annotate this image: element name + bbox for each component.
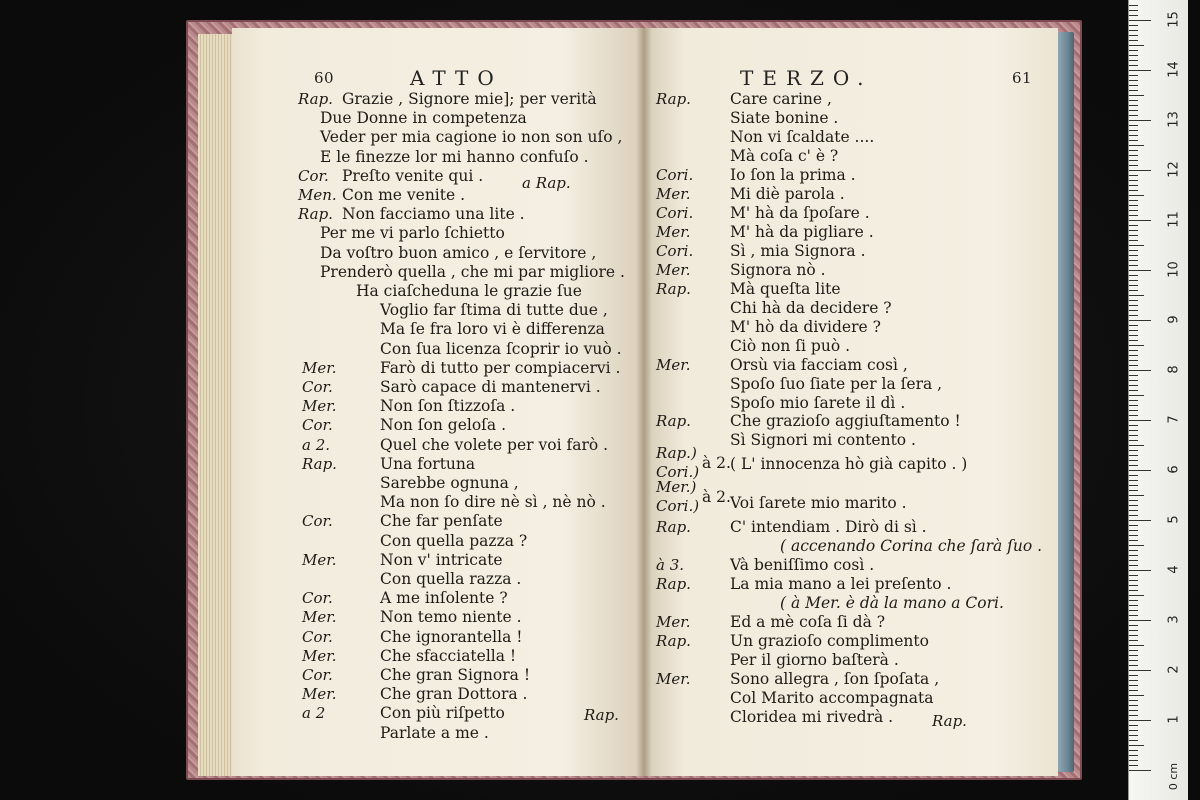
ruler-tick bbox=[1129, 720, 1151, 721]
verse-line: Care carine , bbox=[730, 90, 832, 108]
ruler-tick bbox=[1129, 375, 1138, 376]
verse-line: Sarebbe ognuna , bbox=[380, 474, 519, 492]
ruler-tick bbox=[1129, 30, 1138, 31]
speaker-label: Mer. bbox=[302, 397, 337, 416]
ruler-tick bbox=[1129, 250, 1138, 251]
ruler-tick bbox=[1129, 420, 1151, 421]
brace-speaker: Cori.) bbox=[656, 497, 700, 515]
ruler-tick bbox=[1129, 515, 1138, 516]
ruler-tick bbox=[1129, 660, 1138, 661]
verse-line: Chi hà da decidere ? bbox=[730, 299, 892, 317]
ruler-tick bbox=[1129, 300, 1138, 301]
speaker-label: Rap. bbox=[656, 518, 691, 536]
verse-line: Mà queſta lite bbox=[730, 280, 841, 298]
verse-line: Cloridea mi rivedrà . bbox=[730, 708, 894, 726]
ruler-tick bbox=[1129, 645, 1144, 646]
verse-line: Voglio far ſtima di tutte due , bbox=[380, 301, 608, 320]
ruler-tick bbox=[1129, 175, 1138, 176]
speaker-label: Men. bbox=[298, 186, 337, 204]
speaker-label: Rap. bbox=[656, 575, 691, 593]
verse-line: Che grazioſo aggiuſtamento ! bbox=[730, 412, 961, 430]
ruler-tick bbox=[1129, 195, 1144, 196]
left-catchword: Rap. bbox=[584, 706, 619, 724]
right-running-head: TERZO. bbox=[740, 66, 873, 90]
ruler-tick bbox=[1129, 490, 1138, 491]
ruler-tick bbox=[1129, 5, 1138, 6]
ruler-tick bbox=[1129, 365, 1138, 366]
ruler-tick bbox=[1129, 170, 1151, 171]
verse-line: Non v' intricate bbox=[380, 550, 503, 569]
ruler-tick bbox=[1129, 150, 1138, 151]
stage-direction: a Rap. bbox=[522, 174, 571, 192]
ruler-tick bbox=[1129, 220, 1151, 221]
ruler-number: 13 bbox=[1166, 111, 1182, 128]
verse-line: Non facciamo una lite . bbox=[342, 205, 525, 224]
verse-line: Non ſon ſtizzoſa . bbox=[380, 397, 516, 416]
ruler-tick bbox=[1129, 235, 1138, 236]
speaker-label: Cori. bbox=[656, 204, 694, 222]
ruler-tick bbox=[1129, 20, 1151, 21]
ruler-tick bbox=[1129, 435, 1138, 436]
speaker-label: Cor. bbox=[302, 627, 333, 646]
ruler-tick bbox=[1129, 475, 1138, 476]
verse-line: Con quella pazza ? bbox=[380, 531, 528, 550]
ruler-tick bbox=[1129, 470, 1151, 471]
ruler-tick bbox=[1129, 360, 1138, 361]
ruler-tick bbox=[1129, 545, 1144, 546]
speaker-label: Mer. bbox=[302, 646, 337, 665]
speaker-label: Mer. bbox=[656, 670, 691, 688]
verse-line: Non ſon geloſa . bbox=[380, 416, 506, 435]
verse-line: C' intendiam . Dirò di sì . bbox=[730, 518, 927, 536]
ruler-tick bbox=[1129, 40, 1138, 41]
ruler-tick bbox=[1129, 180, 1138, 181]
ruler-tick bbox=[1129, 580, 1138, 581]
speaker-label: Rap. bbox=[656, 412, 691, 430]
ruler-tick bbox=[1129, 160, 1138, 161]
ruler-tick bbox=[1129, 705, 1138, 706]
ruler-tick bbox=[1129, 535, 1138, 536]
verse-line: Con quella razza . bbox=[380, 570, 522, 588]
ruler-tick bbox=[1129, 350, 1138, 351]
verse-line: Che gran Signora ! bbox=[380, 666, 531, 684]
verse-line: Con ſua licenza ſcoprir io vuò . bbox=[380, 339, 622, 358]
speaker-label: Mer. bbox=[656, 356, 691, 374]
ruler-tick bbox=[1129, 690, 1138, 691]
ruler-tick bbox=[1129, 635, 1138, 636]
ruler-tick bbox=[1129, 345, 1144, 346]
stage-direction: ( à Mer. è dà la mano a Cori. bbox=[780, 594, 1004, 612]
verse-line: Che ignorantella ! bbox=[380, 627, 523, 646]
ruler-tick bbox=[1129, 25, 1138, 26]
ruler-tick bbox=[1129, 110, 1138, 111]
ruler-tick bbox=[1129, 225, 1138, 226]
verse-line: Due Donne in competenza bbox=[320, 109, 527, 128]
ruler-tick bbox=[1129, 395, 1144, 396]
verse-line: M' hà da pigliare . bbox=[730, 223, 874, 241]
ruler-tick bbox=[1129, 305, 1138, 306]
left-running-head: ATTO bbox=[410, 66, 503, 90]
ruler-tick bbox=[1129, 190, 1138, 191]
verse-line: Preſto venite qui . bbox=[342, 166, 484, 185]
ruler-number: 9 bbox=[1166, 315, 1182, 324]
ruler-tick bbox=[1129, 380, 1138, 381]
ruler-tick bbox=[1129, 530, 1138, 531]
verse-line: Ha ciaſcheduna le grazie ſue bbox=[356, 282, 582, 300]
ruler-tick bbox=[1129, 325, 1138, 326]
speaker-label: Mer. bbox=[302, 358, 337, 377]
ruler-tick bbox=[1129, 595, 1144, 596]
speaker-label: a 2 bbox=[302, 704, 326, 723]
verse-line: Spoſo ſuo ſiate per la ſera , bbox=[730, 375, 943, 393]
ruler-number: 4 bbox=[1166, 565, 1182, 574]
verse-line: Mà coſa c' è ? bbox=[730, 147, 839, 165]
ruler-tick bbox=[1129, 335, 1138, 336]
ruler-tick bbox=[1129, 755, 1138, 756]
ruler-tick bbox=[1129, 75, 1138, 76]
ruler-tick bbox=[1129, 45, 1144, 46]
verse-line: Veder per mia cagione io non son uſo , bbox=[320, 128, 623, 147]
ruler-tick bbox=[1129, 390, 1138, 391]
ruler-number: 3 bbox=[1166, 615, 1182, 624]
verse-line: Sì , mia Signora . bbox=[730, 242, 866, 260]
ruler-tick bbox=[1129, 200, 1138, 201]
verse-line: Prenderò quella , che mi par migliore . bbox=[320, 262, 625, 281]
ruler-tick bbox=[1129, 155, 1138, 156]
ruler-tick bbox=[1129, 355, 1138, 356]
ruler-tick bbox=[1129, 210, 1138, 211]
ruler-tick bbox=[1129, 100, 1138, 101]
ruler-tick bbox=[1129, 70, 1151, 71]
verse-line: Una fortuna bbox=[380, 454, 476, 473]
ruler-tick bbox=[1129, 730, 1138, 731]
verse-line: Siate bonine . bbox=[730, 109, 839, 127]
ruler-tick bbox=[1129, 440, 1138, 441]
ruler-number: 2 bbox=[1166, 665, 1182, 674]
ruler-tick bbox=[1129, 715, 1138, 716]
speaker-label: Rap. bbox=[656, 632, 691, 650]
ruler-tick bbox=[1129, 455, 1138, 456]
ruler-tick bbox=[1129, 625, 1138, 626]
brace-label: à 2. bbox=[702, 488, 731, 506]
verse-line: Ma non ſo dire nè sì , nè nò . bbox=[380, 493, 606, 512]
ruler-tick bbox=[1129, 765, 1138, 766]
ruler-tick bbox=[1129, 575, 1138, 576]
ruler-tick bbox=[1129, 55, 1138, 56]
verse-line: Che far penſate bbox=[380, 512, 503, 531]
ruler-number: 6 bbox=[1166, 465, 1182, 474]
ruler-unit-label: 0 cm bbox=[1167, 762, 1181, 791]
ruler-tick bbox=[1129, 320, 1151, 321]
ruler-tick bbox=[1129, 565, 1138, 566]
ruler-tick bbox=[1129, 260, 1138, 261]
ruler-tick bbox=[1129, 85, 1138, 86]
ruler-tick bbox=[1129, 555, 1138, 556]
book-gutter bbox=[636, 28, 652, 776]
ruler-tick bbox=[1129, 760, 1138, 761]
ruler-tick bbox=[1129, 405, 1138, 406]
verse-line: Io ſon la prima . bbox=[730, 166, 856, 184]
ruler-tick bbox=[1129, 605, 1138, 606]
ruler-tick bbox=[1129, 770, 1151, 771]
ruler-tick bbox=[1129, 275, 1138, 276]
verse-line: Ma ſe fra loro vi è differenza bbox=[380, 320, 605, 339]
ruler-tick bbox=[1129, 205, 1138, 206]
verse-line: Grazie , Signore mie]; per verità bbox=[342, 90, 597, 108]
verse-line: Và beniſſimo così . bbox=[730, 556, 875, 574]
ruler-tick bbox=[1129, 655, 1138, 656]
ruler-tick bbox=[1129, 185, 1138, 186]
ruler-tick bbox=[1129, 330, 1138, 331]
speaker-label: Cor. bbox=[302, 589, 333, 608]
ruler-tick bbox=[1129, 95, 1144, 96]
ruler-tick bbox=[1129, 695, 1144, 696]
ruler-number: 1 bbox=[1166, 715, 1182, 724]
ruler-tick bbox=[1129, 745, 1144, 746]
ruler-tick bbox=[1129, 165, 1138, 166]
verse-line: Non vi ſcaldate .... bbox=[730, 128, 875, 146]
ruler-tick bbox=[1129, 485, 1138, 486]
verse-line: Un grazioſo complimento bbox=[730, 632, 929, 650]
ruler-tick bbox=[1129, 610, 1138, 611]
ruler-tick bbox=[1129, 90, 1138, 91]
ruler-tick bbox=[1129, 465, 1138, 466]
speaker-label: Mer. bbox=[302, 608, 337, 627]
speaker-label: Rap. bbox=[298, 90, 333, 108]
speaker-label: Cori. bbox=[656, 242, 694, 260]
speaker-label: Rap. bbox=[656, 90, 691, 108]
ruler-tick bbox=[1129, 650, 1138, 651]
ruler-tick bbox=[1129, 255, 1138, 256]
ruler-tick bbox=[1129, 410, 1138, 411]
ruler-tick bbox=[1129, 590, 1138, 591]
ruler-tick bbox=[1129, 735, 1138, 736]
ruler-number: 12 bbox=[1166, 161, 1182, 178]
ruler-number: 14 bbox=[1166, 61, 1182, 78]
verse-line: Col Marito accompagnata bbox=[730, 689, 934, 707]
ruler-tick bbox=[1129, 145, 1144, 146]
ruler-tick bbox=[1129, 135, 1138, 136]
right-page-number: 61 bbox=[1012, 69, 1033, 87]
speaker-label: Mer. bbox=[656, 223, 691, 241]
ruler-tick bbox=[1129, 710, 1138, 711]
ruler-tick bbox=[1129, 740, 1138, 741]
brace-speaker: Mer.) bbox=[656, 478, 697, 496]
ruler-tick bbox=[1129, 280, 1138, 281]
ruler-tick bbox=[1129, 700, 1138, 701]
ruler-tick bbox=[1129, 290, 1138, 291]
ruler-number: 11 bbox=[1166, 211, 1182, 228]
verse-line: Mi diè parola . bbox=[730, 185, 845, 203]
ruler-tick bbox=[1129, 415, 1138, 416]
ruler-tick bbox=[1129, 620, 1151, 621]
ruler-tick bbox=[1129, 125, 1138, 126]
ruler-tick bbox=[1129, 510, 1138, 511]
ruler-tick bbox=[1129, 400, 1138, 401]
ruler-tick bbox=[1129, 10, 1138, 11]
verse-line: ( L' innocenza hò già capito . ) bbox=[730, 455, 968, 473]
ruler-tick bbox=[1129, 670, 1151, 671]
ruler-tick bbox=[1129, 540, 1138, 541]
ruler-tick bbox=[1129, 495, 1144, 496]
verse-line: Sì Signori mi contento . bbox=[730, 431, 916, 449]
ruler-number: 7 bbox=[1166, 415, 1182, 424]
ruler-tick bbox=[1129, 245, 1144, 246]
ruler-tick bbox=[1129, 35, 1138, 36]
ruler-tick bbox=[1129, 140, 1138, 141]
verse-line: Ed a mè coſa ſi dà ? bbox=[730, 613, 886, 631]
ruler-tick bbox=[1129, 370, 1151, 371]
ruler-tick bbox=[1129, 385, 1138, 386]
verse-line: M' hà da ſpoſare . bbox=[730, 204, 870, 222]
ruler-tick bbox=[1129, 105, 1138, 106]
ruler-tick bbox=[1129, 425, 1138, 426]
ruler-tick bbox=[1129, 480, 1138, 481]
ruler-tick bbox=[1129, 450, 1138, 451]
verse-line: E le finezze lor mi hanno confuſo . bbox=[320, 147, 589, 166]
verse-line: Per me vi parlo ſchietto bbox=[320, 224, 505, 243]
verse-line: Signora nò . bbox=[730, 261, 826, 279]
speaker-label: Cor. bbox=[302, 416, 333, 435]
ruler-tick bbox=[1129, 265, 1138, 266]
verse-line: Quel che volete per voi farò . bbox=[380, 435, 609, 454]
verse-line: Con più riſpetto bbox=[380, 704, 505, 723]
ruler-tick bbox=[1129, 285, 1138, 286]
verse-line: Che sfacciatella ! bbox=[380, 646, 517, 665]
ruler-tick bbox=[1129, 570, 1151, 571]
speaker-label: Rap. bbox=[298, 205, 333, 224]
ruler-tick bbox=[1129, 295, 1144, 296]
stage-direction: ( accenando Corina che ſarà ſuo . bbox=[780, 537, 1043, 555]
speaker-label: a 2. bbox=[302, 435, 331, 454]
ruler-tick bbox=[1129, 525, 1138, 526]
ruler-tick bbox=[1129, 685, 1138, 686]
verse-line: Ciò non ſi può . bbox=[730, 337, 851, 355]
verse-line: Non temo niente . bbox=[380, 608, 522, 627]
verse-line: Voi ſarete mio marito . bbox=[730, 494, 907, 512]
speaker-label: Cori. bbox=[656, 166, 694, 184]
ruler-tick bbox=[1129, 215, 1138, 216]
ruler-number: 5 bbox=[1166, 515, 1182, 524]
verse-line: Spoſo mio ſarete il dì . bbox=[730, 394, 906, 412]
ruler-tick bbox=[1129, 560, 1138, 561]
right-catchword: Rap. bbox=[932, 712, 967, 730]
ruler-tick bbox=[1129, 665, 1138, 666]
speaker-label: Mer. bbox=[656, 261, 691, 279]
left-page-number: 60 bbox=[314, 69, 335, 87]
ruler-number: 8 bbox=[1166, 365, 1182, 374]
ruler-tick bbox=[1129, 50, 1138, 51]
verse-line: Sarò capace di mantenervi . bbox=[380, 378, 601, 396]
ruler-tick bbox=[1129, 725, 1138, 726]
speaker-label: Cor. bbox=[302, 512, 333, 531]
verse-line: Parlate a me . bbox=[380, 723, 489, 742]
verse-line: La mia mano a lei preſento . bbox=[730, 575, 952, 593]
speaker-label: Cor. bbox=[302, 666, 333, 684]
verse-line: Da voſtro buon amico , e ſervitore , bbox=[320, 243, 597, 262]
brace-speaker: Rap.) bbox=[656, 444, 697, 462]
ruler-tick bbox=[1129, 505, 1138, 506]
ruler-tick bbox=[1129, 680, 1138, 681]
speaker-label: Rap. bbox=[656, 280, 691, 298]
ruler-tick bbox=[1129, 270, 1151, 271]
brace-speaker: Cori.) bbox=[656, 463, 700, 481]
ruler-number: 10 bbox=[1166, 261, 1182, 278]
ruler-tick bbox=[1129, 600, 1138, 601]
ruler-number: 15 bbox=[1166, 11, 1182, 28]
ruler-tick bbox=[1129, 115, 1138, 116]
verse-line: Farò di tutto per compiacervi . bbox=[380, 358, 621, 377]
verse-line: Sono allegra , ſon ſpoſata , bbox=[730, 670, 940, 688]
brace-label: à 2. bbox=[702, 454, 731, 472]
speaker-label: Mer. bbox=[656, 185, 691, 203]
ruler-tick bbox=[1129, 315, 1138, 316]
speaker-label: Cor. bbox=[298, 166, 329, 185]
ruler-tick bbox=[1129, 120, 1151, 121]
ruler-tick bbox=[1129, 240, 1138, 241]
speaker-label: Rap. bbox=[302, 454, 337, 473]
ruler-tick bbox=[1129, 500, 1138, 501]
ruler-tick bbox=[1129, 80, 1138, 81]
speaker-label: à 3. bbox=[656, 556, 685, 574]
ruler-tick bbox=[1129, 640, 1138, 641]
ruler-tick bbox=[1129, 615, 1138, 616]
ruler-tick bbox=[1129, 630, 1138, 631]
ruler-tick bbox=[1129, 445, 1144, 446]
speaker-label: Cor. bbox=[302, 378, 333, 396]
verse-line: Che gran Dottora . bbox=[380, 685, 528, 704]
ruler-tick bbox=[1129, 750, 1138, 751]
verse-line: Per il giorno baſterà . bbox=[730, 651, 899, 669]
ruler-tick bbox=[1129, 130, 1138, 131]
verse-line: Con me venite . bbox=[342, 186, 466, 204]
speaker-label: Mer. bbox=[656, 613, 691, 631]
ruler-tick bbox=[1129, 675, 1138, 676]
verse-line: Orsù via facciam così , bbox=[730, 356, 908, 374]
verse-line: A me inſolente ? bbox=[380, 589, 508, 608]
ruler-tick bbox=[1129, 15, 1138, 16]
ruler-tick bbox=[1129, 310, 1138, 311]
ruler-tick bbox=[1129, 460, 1138, 461]
ruler-tick bbox=[1129, 230, 1138, 231]
speaker-label: Mer. bbox=[302, 550, 337, 569]
ruler-tick bbox=[1129, 520, 1151, 521]
book-cover-edge bbox=[1058, 32, 1074, 772]
ruler-tick bbox=[1129, 585, 1138, 586]
verse-line: M' hò da dividere ? bbox=[730, 318, 881, 336]
ruler-tick bbox=[1129, 65, 1138, 66]
ruler-tick bbox=[1129, 550, 1138, 551]
speaker-label: Mer. bbox=[302, 685, 337, 704]
ruler-tick bbox=[1129, 430, 1138, 431]
ruler-tick bbox=[1129, 340, 1138, 341]
ruler-tick bbox=[1129, 60, 1138, 61]
